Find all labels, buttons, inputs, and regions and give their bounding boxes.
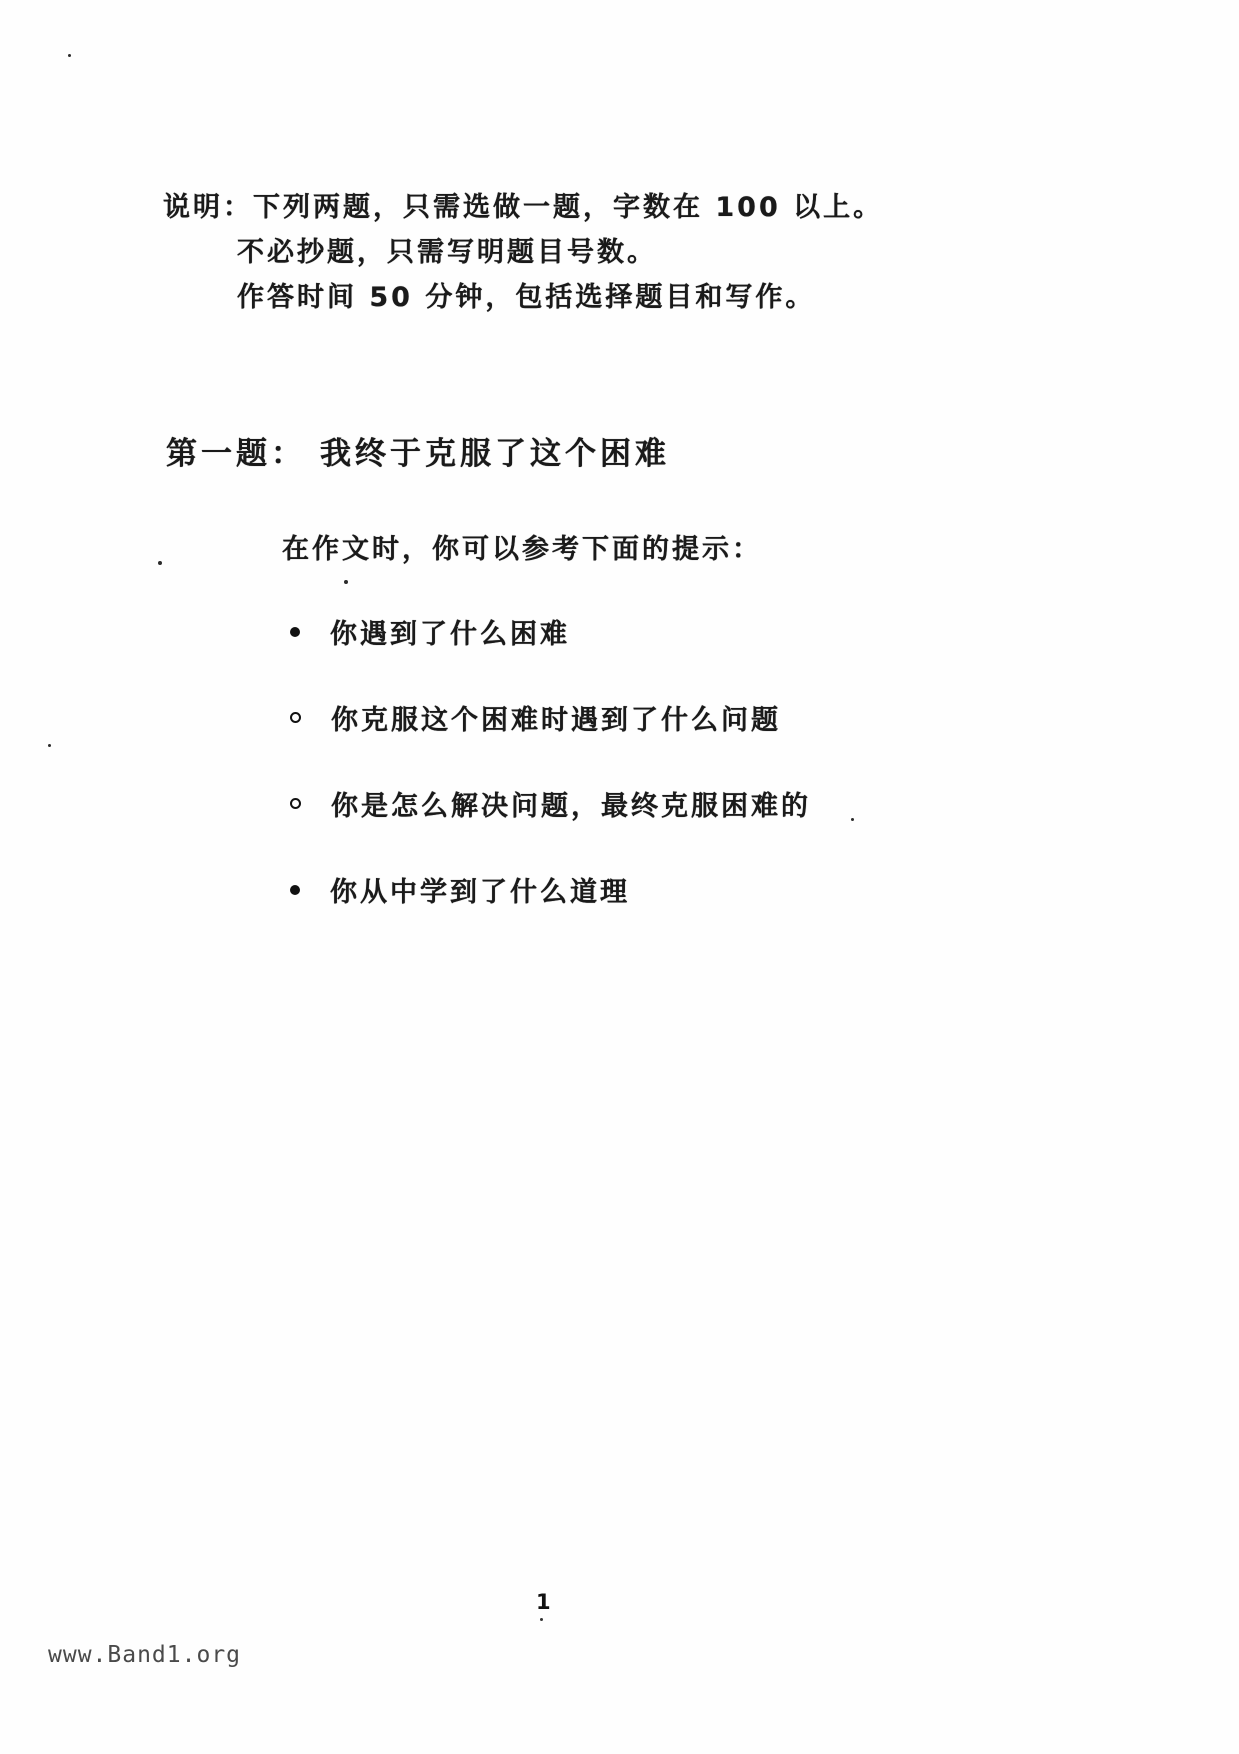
instructions-line-3: 作答时间 50 分钟，包括选择题目和写作。 (237, 282, 816, 313)
hint-bullet-item (290, 870, 630, 909)
bullet-dot-icon (290, 627, 300, 637)
instructions-line-1: 说明：下列两题，只需选做一题，字数在 100 以上。 (163, 192, 884, 223)
scan-artifact-dot (158, 561, 162, 565)
hint-bullet-text: 你遇到了什么困难 (330, 619, 570, 650)
page-number: 1 (536, 1590, 551, 1614)
scan-artifact-dot (68, 54, 71, 57)
bullet-dot-icon (290, 885, 300, 895)
question-title (166, 428, 670, 473)
hint-bullet-item (290, 698, 781, 737)
scan-artifact-dot (48, 744, 51, 747)
hint-bullet-item (290, 612, 570, 651)
hint-bullet-item (290, 784, 811, 823)
watermark-url: www.Band1.org (48, 1642, 242, 1668)
bullet-dot-icon (290, 712, 301, 723)
hint-intro-line: 在作文时，你可以参考下面的提示： (282, 534, 762, 565)
bullet-dot-icon (290, 798, 301, 809)
hint-bullet-text: 你从中学到了什么道理 (330, 877, 630, 908)
hint-bullet-text: 你克服这个困难时遇到了什么问题 (331, 705, 781, 736)
instructions-line-2: 不必抄题，只需写明题目号数。 (237, 237, 657, 268)
question-number-label: 第一题： (166, 436, 306, 472)
hint-bullet-text: 你是怎么解决问题，最终克服困难的 (331, 791, 811, 822)
scan-artifact-dot (344, 580, 348, 584)
scan-artifact-dot (851, 818, 854, 821)
question-title-text: 我终于克服了这个困难 (320, 436, 670, 472)
